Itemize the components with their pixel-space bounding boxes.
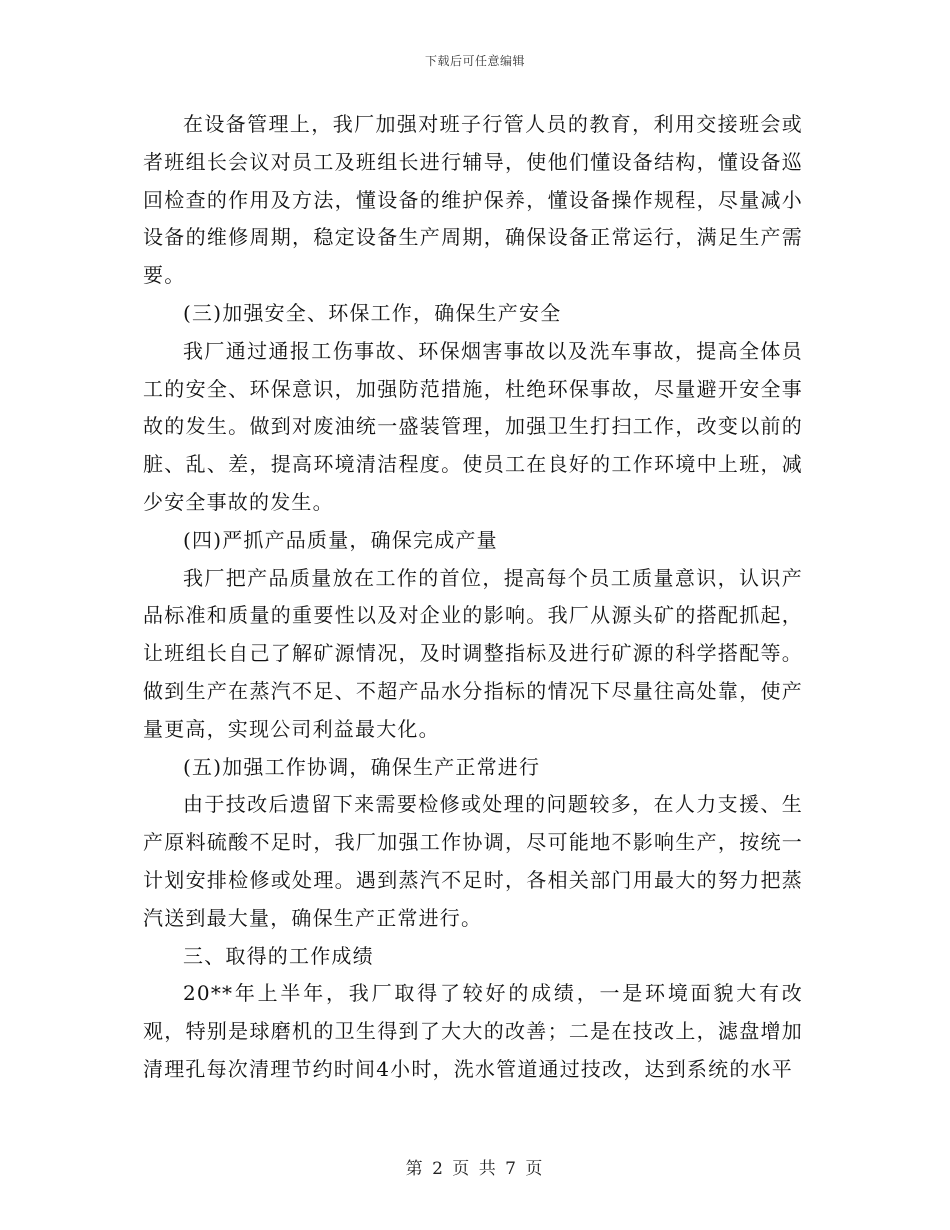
paragraph-safety-environment: 我厂通过通报工伤事故、环保烟害事故以及洗车事故，提高全体员工的安全、环保意识，加强防范措施，杜绝环保事故，尽量避开安全事故的发生。做到对废油统一盛装管理，加强卫生打扫工作，改变以前的脏、乱、差，提高环境清洁程度。使员工在良好的工作环境中上班，减少安全事故的发生。 bbox=[143, 338, 803, 514]
page-number-footer: 第 2 页 共 7 页 bbox=[405, 1159, 545, 1179]
heading-safety-environment: (三)加强安全、环保工作，确保生产安全 bbox=[183, 300, 562, 325]
document-body bbox=[143, 106, 803, 1089]
paragraph-work-coordination: 由于技改后遗留下来需要检修或处理的问题较多，在人力支援、生产原料硫酸不足时，我厂加强工作协调，尽可能地不影响生产，按统一计划安排检修或处理。遇到蒸汽不足时，各相关部门用最大的努力把蒸汽送到最大量，确保生产正常进行。 bbox=[143, 792, 803, 930]
heading-work-coordination: (五)加强工作协调，确保生产正常进行 bbox=[183, 754, 541, 779]
paragraph-product-quality: 我厂把产品质量放在工作的首位，提高每个员工质量意识，认识产品标准和质量的重要性以及对企业的影响。我厂从源头矿的搭配抓起，让班组长自己了解矿源情况，及时调整指标及进行矿源的科学搭配等。做到生产在蒸汽不足、不超产品水分指标的情况下尽量往高处靠，使产量更高，实现公司利益最大化。 bbox=[143, 565, 803, 741]
heading-achievements: 三、取得的工作成绩 bbox=[183, 943, 374, 968]
paragraph-achievements: 20**年上半年，我厂取得了较好的成绩，一是环境面貌大有改观，特别是球磨机的卫生得到了大大的改善；二是在技改上，滤盘增加清理孔每次清理节约时间4小时，洗水管道通过技改，达到系统的水平 bbox=[143, 981, 803, 1081]
heading-product-quality: (四)严抓产品质量，确保完成产量 bbox=[183, 527, 498, 552]
page-header: 下载后可任意编辑 bbox=[424, 54, 525, 68]
paragraph-equipment-management: 在设备管理上，我厂加强对班子行管人员的教育，利用交接班会或者班组长会议对员工及班组长进行辅导，使他们懂设备结构，懂设备巡回检查的作用及方法，懂设备的维护保养，懂设备操作规程，尽量减小设备的维修周期，稳定设备生产周期，确保设备正常运行，满足生产需要。 bbox=[143, 112, 803, 288]
